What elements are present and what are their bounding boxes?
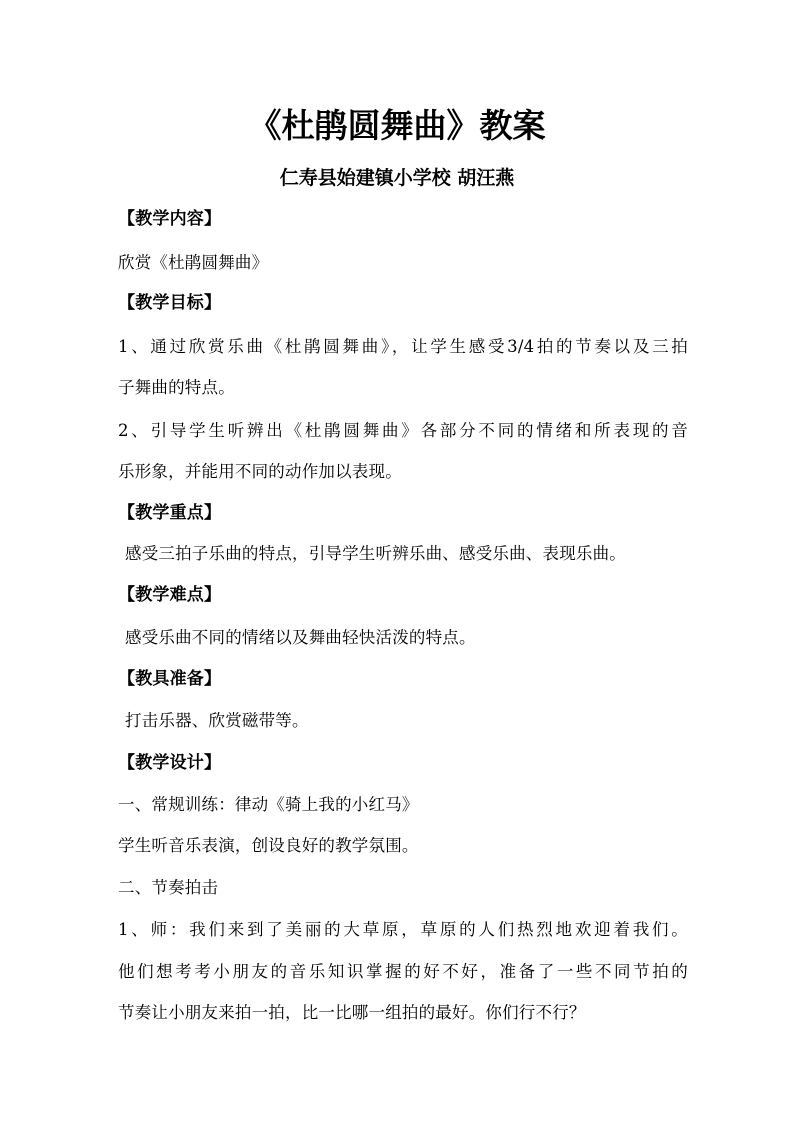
document-title: 《杜鹃圆舞曲》教案 <box>248 106 546 145</box>
tools-text: 打击乐器、欣赏磁带等。 <box>125 711 309 730</box>
difficulties-text: 感受乐曲不同的情绪以及舞曲轻快活泼的特点。 <box>125 628 476 647</box>
heading-teaching-tools: 【教具准备】 <box>118 669 222 689</box>
design-step-1-note: 学生听音乐表演，创设良好的教学氛围。 <box>118 836 419 855</box>
goal-2-line-1: 2、引导学生听辨出《杜鹃圆舞曲》各部分不同的情绪和所表现的音 <box>118 421 688 440</box>
heading-teaching-design: 【教学设计】 <box>118 753 222 773</box>
heading-teaching-difficulties: 【教学难点】 <box>118 585 222 605</box>
heading-teaching-goals: 【教学目标】 <box>118 293 222 313</box>
goal-2-line-2: 乐形象，并能用不同的动作加以表现。 <box>118 462 402 481</box>
paragraph-line-1: 1、师：我们来到了美丽的大草原，草原的人们热烈地欢迎着我们。 <box>118 920 688 939</box>
heading-teaching-content: 【教学内容】 <box>118 209 222 229</box>
document-author: 仁寿县始建镇小学校 胡汪燕 <box>279 167 515 189</box>
goal-1-line-1: 1、通过欣赏乐曲《杜鹃圆舞曲》，让学生感受3/4拍的节奏以及三拍 <box>118 337 688 356</box>
key-points-text: 感受三拍子乐曲的特点，引导学生听辨乐曲、感受乐曲、表现乐曲。 <box>125 544 626 563</box>
teaching-content-text: 欣赏《杜鹃圆舞曲》 <box>118 253 269 272</box>
paragraph-line-2: 他们想考考小朋友的音乐知识掌握的好不好，准备了一些不同节拍的 <box>118 962 688 981</box>
design-step-1: 一、常规训练：律动《骑上我的小红马》 <box>118 795 419 814</box>
paragraph-line-3: 节奏让小朋友来拍一拍，比一比哪一组拍的最好。你们行不行？ <box>118 1003 586 1022</box>
heading-teaching-key-points: 【教学重点】 <box>118 503 222 523</box>
design-step-2: 二、节奏拍击 <box>118 878 219 897</box>
goal-1-line-2: 子舞曲的特点。 <box>118 378 235 397</box>
